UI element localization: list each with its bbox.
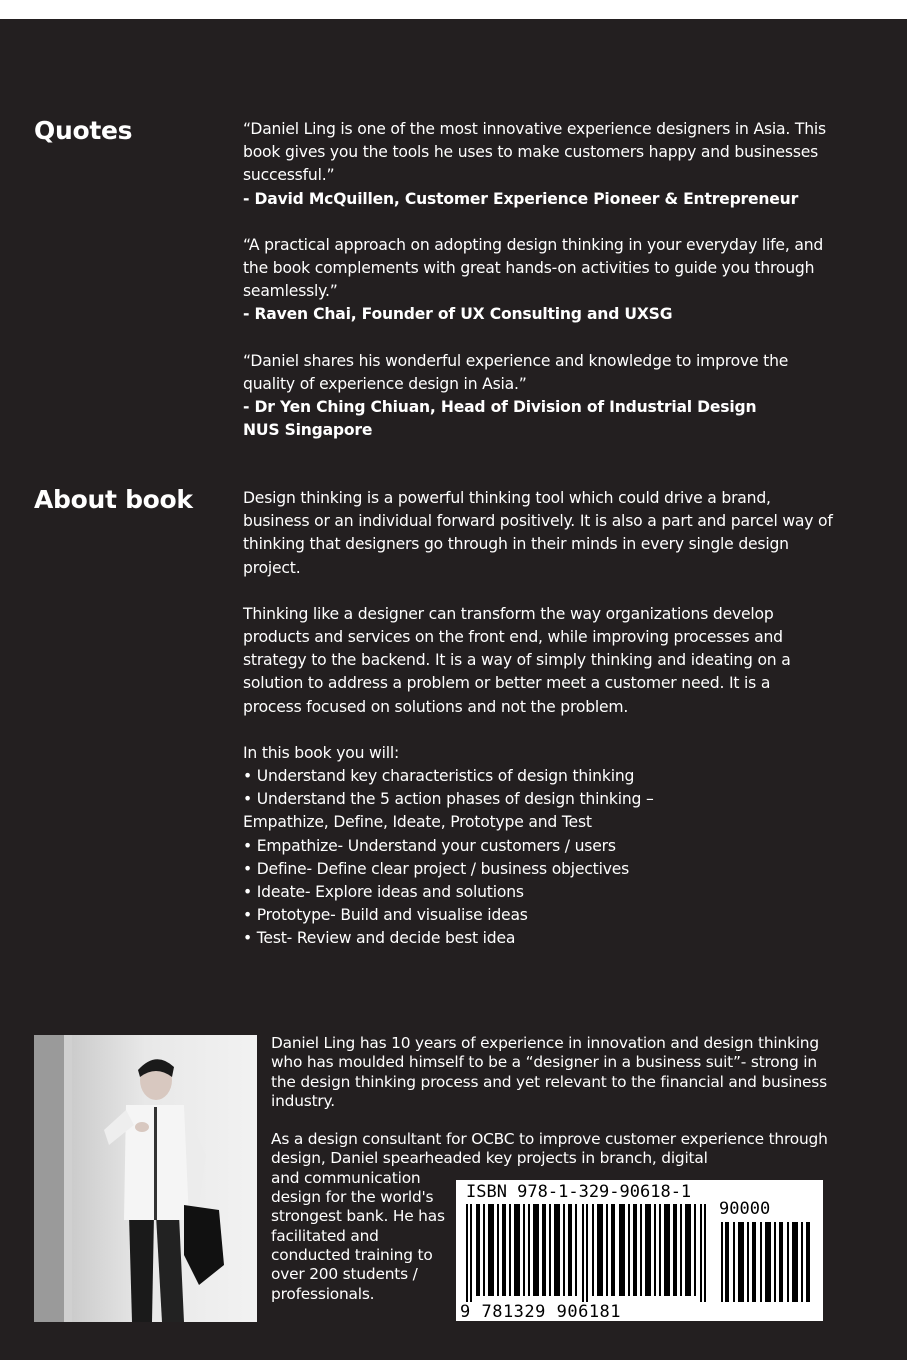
about-section [243, 487, 833, 951]
quote-attribution: - Dr Yen Ching Chiuan, Head of Division of Industrial Design NUS Singapore [243, 398, 757, 440]
list-intro: In this book you will: [243, 743, 400, 762]
quotes-heading: Quotes [34, 116, 133, 145]
price-bars [719, 1222, 814, 1302]
list-item: • Define- Define clear project / business objectives [243, 859, 630, 878]
quote-text: “Daniel shares his wonderful experience and knowledge to improve the quality of experience design in Asia.” [243, 351, 789, 393]
bio-paragraph: and communication design for the world's strongest bank. He has facilitated and conducted training to over 200 students / professionals. [271, 1168, 445, 1303]
about-paragraph: Design thinking is a powerful thinking tool which could drive a brand, business or an individual forward positively. It is also a part and parcel way of thinking that designers go through in their minds in every single design project. [243, 489, 833, 577]
quote-attribution: - Raven Chai, Founder of UX Consulting and UXSG [243, 305, 673, 324]
isbn-barcode [456, 1180, 823, 1321]
list-item: • Prototype- Build and visualise ideas [243, 906, 528, 925]
ean-bars [462, 1204, 712, 1302]
list-item: • Understand key characteristics of design thinking [243, 767, 635, 786]
ean-number: 9 781329 906181 [460, 1302, 622, 1322]
price-code: 90000 [719, 1199, 771, 1219]
about-heading: About book [34, 485, 193, 514]
list-item: • Test- Review and decide best idea [243, 929, 516, 948]
bio-paragraph: As a design consultant for OCBC to improve customer experience through design, Daniel spearheaded key projects in branch, digital [271, 1130, 828, 1168]
list-item: • Understand the 5 action phases of design thinking – Empathize, Define, Ideate, Prototype and Test [243, 790, 654, 832]
list-item: • Ideate- Explore ideas and solutions [243, 883, 524, 902]
list-item: • Empathize- Understand your customers / users [243, 836, 616, 855]
quote-attribution: - David McQuillen, Customer Experience Pioneer & Entrepreneur [243, 189, 799, 208]
quote-text: “A practical approach on adopting design thinking in your everyday life, and the book complements with great hands-on activities to guide you through seamlessly.” [243, 235, 824, 301]
author-photo-illustration [34, 1035, 257, 1322]
about-paragraph: Thinking like a designer can transform the way organizations develop products and services on the front end, while improving processes and strategy to the backend. It is a way of simply thinking and ideating on a solution to address a problem or better meet a customer need. It is a process focused on solutions and not the problem. [243, 604, 791, 716]
isbn-number: ISBN 978-1-329-90618-1 [466, 1182, 692, 1202]
quotes-section [243, 118, 833, 442]
quote-text: “Daniel Ling is one of the most innovative experience designers in Asia. This book gives you the tools he uses to make customers happy and businesses successful.” [243, 120, 826, 185]
bio-paragraph: Daniel Ling has 10 years of experience in innovation and design thinking who has moulded himself to be a “designer in a business suit”- strong in the design thinking process and yet relevant to the financial and business industry. [271, 1034, 827, 1110]
author-photo [34, 1035, 257, 1322]
